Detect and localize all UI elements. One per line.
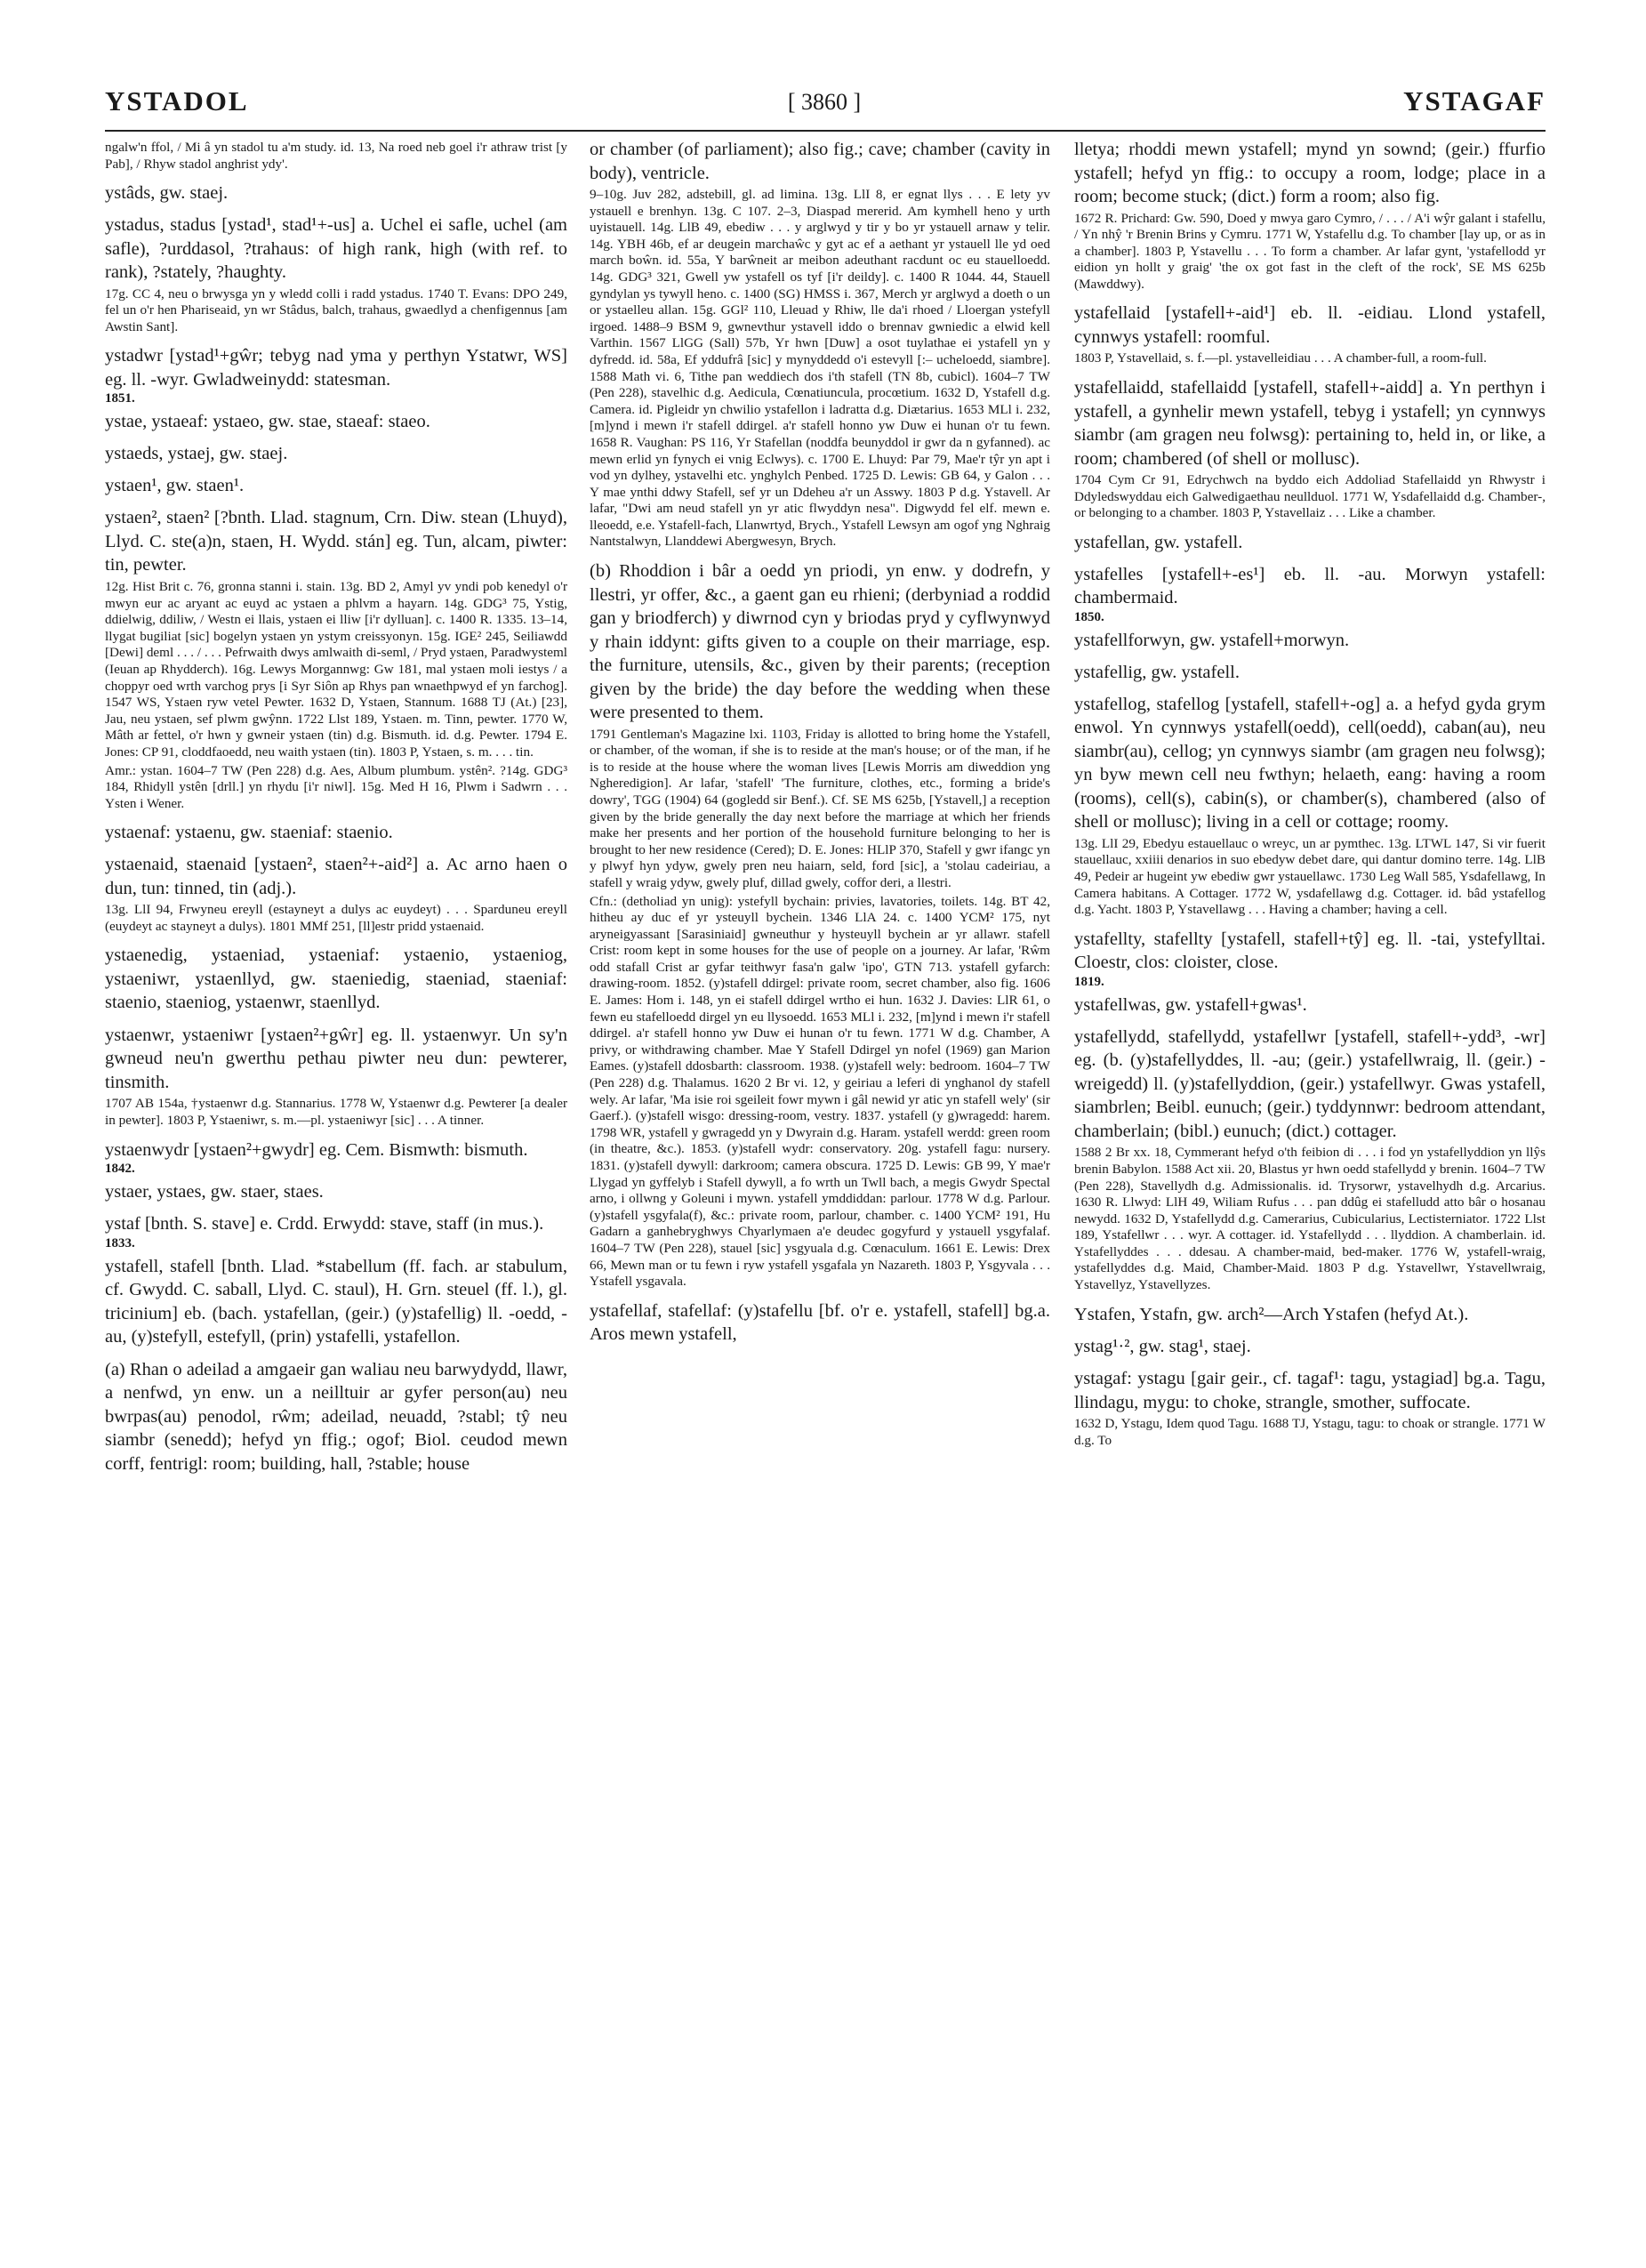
headword-entry: ystaenaf: ystaenu, gw. staeniaf: staenio. [105,823,393,843]
header-rule [105,130,1546,132]
column-right [1074,138,1546,2237]
citation-block: 1672 R. Prichard: Gw. 590, Doed y mwya garo Cymro, / . . . / A'i wŷr galant i stafellu, / Yn nhŷ 'r Brenin Brins y Cymru. 1771 W, Ystafellu d.g. To chamber [lay up, or as in a chamber]. 1803 P, Ystavellu . . . To form a chamber. Ar lafar gynt, 'ystafellodd yr eidion yn hollt y graig' 'the ox got fast in the cleft of the rock', SE MS 625b (Mawddwy). [1074,210,1546,292]
citation-block: 17g. CC 4, neu o brwysga yn y wledd colli i radd ystadus. 1740 T. Evans: DPO 249, fel un o'r hen Phariseaid, yn wr Stâdus, balch, trahaus, gwaedlyd a chenfigennus [am Awstin Sant]. [105,286,567,334]
headword-entry: ystafell, stafell [bnth. Llad. *stabellum (ff. fach. ar stabulum, cf. Gwydd. C. saball, Llyd. C. staul), H. Grn. steuel (ff. l.), gl. tricinium] eb. (bach. ystafellan, (geir.) (y)stafellig) ll. -oedd, -au, (y)stefyll, estefyll, (prin) ystafelli, ystafellon. [105,1256,567,1347]
date-note: 1850. [1074,609,1104,624]
sense-paragraph: lletya; rhoddi mewn ystafell; mynd yn sownd; (geir.) ffurfio ystafell; hefyd yn ffig.: to occupy a room, lodge; place in a room; become stuck; (dict.) form a room; also fig. [1074,140,1546,206]
headword-entry: ystafelles [ystafell+-es¹] eb. ll. -au. Morwyn ystafell: chambermaid. [1074,564,1546,608]
headword-entry: ystafellforwyn, gw. ystafell+morwyn. [1074,630,1350,650]
sense-paragraph: (a) Rhan o adeilad a amgaeir gan waliau neu barwydydd, llawr, a nenfwd, yn enw. un a neilltuir ar gyfer person(au) neu bwrpas(au) penodol, rŵm; adeilad, neuadd, ?stabl; tŷ neu siambr (senedd); hefyd yn ffig.; ogof; Biol. ceudod mewn corff, fentrigl: room; building, hall, ?stable; house [105,1359,567,1474]
headword-entry: ystaer, ystaes, gw. staer, staes. [105,1182,324,1202]
headword-entry: ystafellaf, stafellaf: (y)stafellu [bf. o'r e. ystafell, stafell] bg.a. Aros mewn ystafell, [590,1300,1050,1345]
date-note: 1842. [105,1162,135,1177]
headword-entry: ystaenaid, staenaid [ystaen², staen²+-aid²] a. Ac arno haen o dun, tun: tinned, tin (adj.). [105,855,567,898]
headword-entry: ystaeds, ystaej, gw. staej. [105,444,288,464]
headword-entry: ystâds, gw. staej. [105,183,229,204]
citation-block: 9–10g. Juv 282, adstebill, gl. ad limina. 13g. LlI 8, er egnat llys . . . E lety yv ystauell e brenhyn. 13g. C 107. 2–3, Diaspad mererid. Am kymhell heno y urth uyistauell. 14g. LlB 49, ebediw . . . y arglwyd y tir y bo yr ystauell arnaw y telir. 14g. YBH 46b, ef ar deugein marchaŵc y gyt ac ef a aethant yr ystauell lle yd oed march boŵn. id. 55a, Y barŵneit ar meibon adeuthant racdunt oc eu stauelloedd. 14g. GDG³ 321, Gwell yw ystafell os tyf [i'r deildy]. c. 1400 R 1044. 44, Stauell gyndylan ys tywyll heno. c. 1400 (SG) HMSS i. 367, Merch yr arglwyd a doeth o un or ystaelleu allan. 15g. GGl² 110, Lleuad y Rhiw, lle da'i rhoed / Lloergan ystefyll irgoed. 1488–9 BSM 9, gwnevthur ystavell iddo o brennav gwniedic a elwid kell Varthin. 1567 LlGG (Sall) 57b, Yr hwn [Duw] a osot tuylathae ei ystafell yn y dyfredd. id. 58a, Ef yddufrâ [sic] y mynyddedd o'i estevyll [:– ucheloedd, siambre]. 1588 Math vi. 6, Tithe pan weddiech dos i'th stafell (TN 8b, cubicl). 1604–7 TW (Pen 228), stavelhic d.g. Aedicula, Cœnatiuncula, procœtium. 1632 D, Ystafell d.g. Camera. id. Pigleidr yn chwilio ystafellon i ladratta d.g. Diætarius. 1653 MLl i. 232, [m]ynd i mewn i'r stafell ddirgel. a'r stafell honno yw Duw ei hunan o'r tu fewn. 1658 R. Vaughan: PS 116, Yr Stafellan (noddfa beunyddol ir gwr da n gyfanned). ac mewn erlid yn fynych ei vnig Eclwys). c. 1700 E. Lhuyd: Par 79, Mae'r tŷr yn apt i vod yn dylhey, ystavelhi etc. ynghylch Penbed. 1725 D. Lewis: GB 64, y Galon . . . Y mae ynthi ddwy Stafell, sef yr un Ddeheu a'r un Asswy. 1803 P d.g. Ystavell. Ar lafar, "Dwi am neud stafell yn yr atic flwyddyn nesa". Digwydd fel elf. mewn e. lleoedd, e.e. Ystafell-fach, Llanwrtyd, Brych., Ystafell Lewsyn am ogof yng Nghraig Nantstalwyn, Llanddewi Abergwesyn, Brych. [590,187,1050,550]
headword-entry: ystaenwydr [ystaen²+gwydr] eg. Cem. Bismwth: bismuth. [105,1139,528,1160]
column-middle [590,138,1050,2237]
headword-entry: ystaf [bnth. S. stave] e. Crdd. Erwydd: stave, staff (in mus.). [105,1214,544,1235]
citation-block: 1588 2 Br xx. 18, Cymmerant hefyd o'th feibion di . . . i fod yn ystafellyddion yn llŷs brenin Babylon. 1588 Act xii. 20, Blastus yr hwn oedd stafellydd y brenin. 1604–7 TW (Pen 228), Stavellydh d.g. Admissionalis. id. Trysorwr, ystavelhydh d.g. Arcarius. 1630 R. Llwyd: LlH 49, Wiliam Rufus . . . pan ddûg ei stafelludd atto bâr o hosanau newydd. 1632 D, Ystafellydd d.g. Camerarius, Cubicularius, Lectisterniator. 1722 Llst 189, Ystafellwr . . . wyr. A cottager. id. Ystafellydd . . . llyddion. A chamberlain. id. Ystafellyddes . . . ddesau. A chamber-maid, bed-maker. 1776 W, ystafell-wraig, ystafellyddes d.g. Maid, Chamber-Maid. 1803 P d.g. Ystavellwr, Ystavellwraig, Ystavellyz, Ystavellyzes. [1074,1145,1546,1293]
citation-block: ngalw'n ffol, / Mi â yn stadol tu a'm study. id. 13, Na roed neb goel i'r athraw trist [y Pab], / Rhyw stadol anghrist ydy'. [105,140,567,172]
headword-entry: ystaen¹, gw. staen¹. [105,476,245,496]
page-number: [ 3860 ] [787,89,862,115]
citation-block: 1704 Cym Cr 91, Edrychwch na byddo eich Addoliad Stafellaidd yn Rhwystr i Ddyledswyddau eich Galwedigaethau neullduol. 1771 W, Ysdafellaidd d.g. Chamber-, or belonging to a chamber. 1803 P, Ystavellaiz . . . Like a chamber. [1074,472,1546,521]
running-head-right: YSTAGAF [1403,85,1546,117]
citation-block: Cfn.: (detholiad yn unig): ystefyll bychain: privies, lavatories, toilets. 14g. BT 42, hitheu ay duc ef yr ysteuyll bychein. 1346 LlA 24. c. 1400 YCM² 175, nyt aryneigyassant [Sarasiniaid] gwneuthur y hysteuyll bychein ar yr allawr. stafell Crist: room kept in some houses for the use of people on a journey. Ar lafar, 'Rŵm odd stafall Crist ar gyfar teithwyr fasa'n galw 'ipo', GTN 713. ystafell gyfarch: drawing-room. 1852. (y)stafell ddirgel: private room, secret chamber, also fig. 1606 E. James: Hom i. 148, yn ei stafell ddirgel wrtho ei hun. 1632 J. Davies: LlR 61, o fewn eu stafelloedd dirgel yn eu llysoedd. 1653 MLl i. 232, [m]ynd i mewn i'r stafell ddirgel. a'r stafell honno yw Duw ei hunan o'r tu fewn. 1771 W d.g. Chamber, A privy, or withdrawing chamber. Mae Y Stafell Ddirgel yn nofel (1969) gan Marion Eames. (y)stafell ddosbarth: classroom. 1938. (y)stafell wely: bedroom. 1604–7 TW (Pen 228) d.g. Thalamus. 1620 2 Br vi. 12, y geiriau a leferi di ynghanol dy stafell wely. Ar lafar, 'Ma isie roi sgeileit fowr mywn i gâl newid yr atic yn stafell wely' (sir Gaerf.). (y)stafell wisgo: dressing-room, vestry. 1837. ystafell (y g)wragedd: harem. 1798 WR, ystafell y gwragedd yn y Dwyrain d.g. Haram. ystafell werdd: green room (in theatre, &c.). 1853. (y)stafell wydr: conservatory. 20g. ystafell fagu: nursery. 1831. (y)stafell dywyll: darkroom; camera obscura. 1725 D. Lewis: GB 99, Y mae'r Llygad yn gyffelyb i Stafell dywyll, a fo wrth un Twll bach, a megis Gwydr Spectal arno, i ollwng y Goleuni i mywn. ystafell ymddiddan: parlour. 1778 W d.g. Parlour. (y)stafell ysgyfala(f), &c.: private room, parlour, chamber. c. 1400 YCM² 191, Hu Gadarn a ganhebryghwys Chyarlymaen a'e deudec gogyfurd y ystauell ysgyfalaf. 1604–7 TW (Pen 228), stauel [sic] ysgyuala d.g. Cœnaculum. 1661 E. Lewis: Drex 66, Mewn man or tu fewn i ryw ystafell ysgafala yn Nazareth. 1803 P, Ysgyvala . . . Ystafell ysgavala. [590,893,1050,1290]
headword-entry: ystafellaid [ystafell+-aid¹] eb. ll. -eidiau. Llond ystafell, cynnwys ystafell: roomful. [1074,303,1546,347]
citation-block: 1803 P, Ystavellaid, s. f.—pl. ystavelleidiau . . . A chamber-full, a room-full. [1074,350,1487,366]
headword-entry: ystag¹·², gw. stag¹, staej. [1074,1337,1251,1357]
headword-entry: ystadwr [ystad¹+gŵr; tebyg nad yma y perthyn Ystatwr, WS] eg. ll. -wyr. Gwladweinydd: statesman. [105,346,567,390]
headword-entry: ystadus, stadus [ystad¹, stad¹+-us] a. Uchel ei safle, uchel (am safle), ?urddasol, ?trahaus: of high rank, high (with ref. to rank), ?stately, ?haughty. [105,215,567,283]
headword-entry: ystafellty, stafellty [ystafell, stafell+tŷ] eg. ll. -tai, ystefylltai. Cloestr, clos: cloister, close. [1074,929,1546,973]
column-left [105,138,567,2237]
citation-block: 13g. LlI 29, Ebedyu estauellauc o wreyc, un ar pymthec. 13g. LTWL 147, Si vir fuerit stauellauc, xxiiii denarios in suo ebedyw debet dare, qui dantur domino terre. 14g. LlB 49, Pedeir ar hugeint yw ebediw gwr ystauellawc. 1730 Leg Wall 585, Ysdafellawg, In Camera habitans. A Cottager. 1772 W, ysdafellawg d.g. Cottager. id. bâd ystafellog d.g. Yacht. 1803 P, Ystavellawg . . . Having a chamber; having a cell. [1074,835,1546,918]
citation-block: 12g. Hist Brit c. 76, gronna stanni i. stain. 13g. BD 2, Amyl yv yndi pob kenedyl o'r mwyn eur ac aryant ac euyd ac ystaen a phlvm a hayarn. 14g. GDG³ 75, Ystig, ddielwig, ddiliw, / Westn ei llais, ystaen ei lliw [i'r dylluan]. c. 1400 R. 1335. 13–14, llygat bugiliat [sic] bogelyn ystaen yn ystym creissyonyn. 15g. IGE² 245, Seiliawdd [Dewi] deml . . . / . . . Pefrwaith dwys amlwaith di-seml, / Pryd ystaen, Paradwysteml (Ieuan ap Rhydderch). 16g. Lewys Morgannwg: Gw 181, mal ystaen moli iestys / a choppyr oed wrth varchog prys [i Syr Siôn ap Rhys pan wnaethpwyd ef yn farchog]. 1547 WS, Ystaen ryw vetel Pewter. 1632 D, Ystaen, Stannum. 1688 TJ (At.) [23], Jau, neu ystaen, sef plwm gwŷnn. 1722 Llst 189, Ystaen. m. Tinn, pewter. 1770 W, Mâth ar fettel, o'r hwn y gwneir ystaen (tin) d.g. Bismuth. id. d.g. Pewter. 1794 E. Jones: CP 91, cloddfaoedd, neu waith ystaen (tin). 1803 P, Ystaen, s. m. . . . tin. [105,578,567,760]
date-note: 1819. [1074,974,1104,989]
date-note: 1833. [105,1235,135,1251]
citation-block: 1707 AB 154a, †ystaenwr d.g. Stannarius. 1778 W, Ystaenwr d.g. Pewterer [a dealer in pewter]. 1803 P, Ystaeniwr, s. m.—pl. ystaeniwyr [sic] . . . A tinner. [105,1096,567,1129]
date-note: 1851. [105,391,135,406]
headword-entry: ystafellaidd, stafellaidd [ystafell, stafell+-aidd] a. Yn perthyn i ystafell, a gynhelir mewn ystafell, tebyg i ystafell; yn cynnwys siambr (am gragen neu folwsg): pertaining to, held in, or like, a room; chambered (of shell or mollusc). [1074,378,1546,469]
headword-entry: ystafellydd, stafellydd, ystafellwr [ystafell, stafell+-ydd³, -wr] eg. (b. (y)stafellyddes, ll. -au; (geir.) ystafellwraig, ll. (geir.) -wreigedd) ll. (y)stafellyddion, (geir.) ystafellwyr. Gwas ystafell, siambrlen; Beibl. eunuch; (geir.) tyddynnwr: bedroom attendant, chamberlain; (bibl.) eunuch; (dict.) cottager. [1074,1026,1546,1141]
headword-entry: ystaen², staen² [?bnth. Llad. stagnum, Crn. Diw. stean (Lhuyd), Llyd. C. ste(a)n, staen, H. Wydd. stán] eg. Tun, alcam, piwter: tin, pewter. [105,508,567,575]
citation-block: Amr.: ystan. 1604–7 TW (Pen 228) d.g. Aes, Album plumbum. ystên². ?14g. GDG³ 184, Rhidyll ystên [drll.] yn rhydu [i'r niwl]. 15g. Med H 16, Plwm i Sadwrn . . . Ysten i Wener. [105,762,567,811]
sense-paragraph: or chamber (of parliament); also fig.; cave; chamber (cavity in body), ventricle. [590,140,1050,183]
headword-entry: ystaenedig, ystaeniad, ystaeniaf: ystaenio, ystaeniog, ystaeniwr, ystaenllyd, gw. staeniedig, staeniad, staeniaf: staenio, staeniog, ystaenwr, staenllyd. [105,945,567,1013]
sense-paragraph: (b) Rhoddion i bâr a oedd yn priodi, yn enw. y dodrefn, y llestri, yr offer, &c., a gaent gan eu rhieni; (derbyniad a roddid gan y briodferch) y diwrnod cyn y briodas pryd y cyflwynwyd y rhain iddynt: gifts given to a couple on their marriage, esp. the furniture, utensils, &c., given by their parents; (reception given by the bride) the day before the wedding when these were presented to them. [590,561,1050,723]
headword-entry: ystae, ystaeaf: ystaeo, gw. stae, staeaf: staeo. [105,412,430,432]
headword-entry: ystafellog, stafellog [ystafell, stafell+-og] a. a hefyd gyda grym enwol. Yn cynnwys ystafell(oedd), cell(oedd), caban(au), neu siambr(au), cellog; yn cynnwys siambr (am gragen neu folwsg); yn byw mewn cell neu fwthyn; helaeth, eang: having a room (rooms), cell(s), cabin(s), or chamber(s), chambered (also of shell or mollusc); living in a cell or cottage; roomy. [1074,694,1546,832]
headword-entry: ystaenwr, ystaeniwr [ystaen²+gŵr] eg. ll. ystaenwyr. Un sy'n gwneud neu'n gwerthu pethau piwter neu dun: pewterer, tinsmith. [105,1025,567,1092]
headword-entry: Ystafen, Ystafn, gw. arch²—Arch Ystafen (hefyd At.). [1074,1304,1469,1324]
citation-block: 1632 D, Ystagu, Idem quod Tagu. 1688 TJ, Ystagu, tagu: to choak or strangle. 1771 W d.g. To [1074,1416,1546,1448]
headword-entry: ystafellig, gw. ystafell. [1074,662,1240,682]
headword-entry: ystagaf: ystagu [gair geir., cf. tagaf¹: tagu, ystagiad] bg.a. Tagu, llindagu, mygu: to choke, strangle, smother, suffocate. [1074,1369,1546,1412]
headword-entry: ystafellan, gw. ystafell. [1074,532,1243,552]
citation-block: 1791 Gentleman's Magazine lxi. 1103, Friday is allotted to bring home the Ystafell, or chamber, of the woman, if she is to reside at the man's house; or of the man, if he is to reside at the house where the woman lives [Lewis Morris am diweddion yng Ngheredigion]. Ar lafar, 'stafell' 'The furniture, clothes, etc., forming a bride's dowry', TGG (1904) 64 (gogledd sir Benf.). Cf. SE MS 625b, [Ystavell,] a reception given by the bride generally the day next before the marriage at which her friends make her presents and her portion of the household furniture belonging to her is brought to her new residence (Cered); D. E. Jones: HLlP 370, Stafell y gwr ifangc yn y plwyf hyn ydyw, gwely pren neu haiarn, seld, ford [sic], a 'stolau cadeiriau, a stafell y wraig ydyw, gwely pluf, dillad gwely, coffor deri, a llestri. [590,726,1050,890]
headword-entry: ystafellwas, gw. ystafell+gwas¹. [1074,994,1307,1015]
running-head-left: YSTADOL [105,85,249,117]
citation-block: 13g. LlI 94, Frwyneu ereyll (estayneyt a dulys ac euydeyt) . . . Sparduneu ereyll (euydeyt ac stayneyt a dulys). 1801 MMf 251, [ll]estr pridd ystaenaid. [105,902,567,934]
